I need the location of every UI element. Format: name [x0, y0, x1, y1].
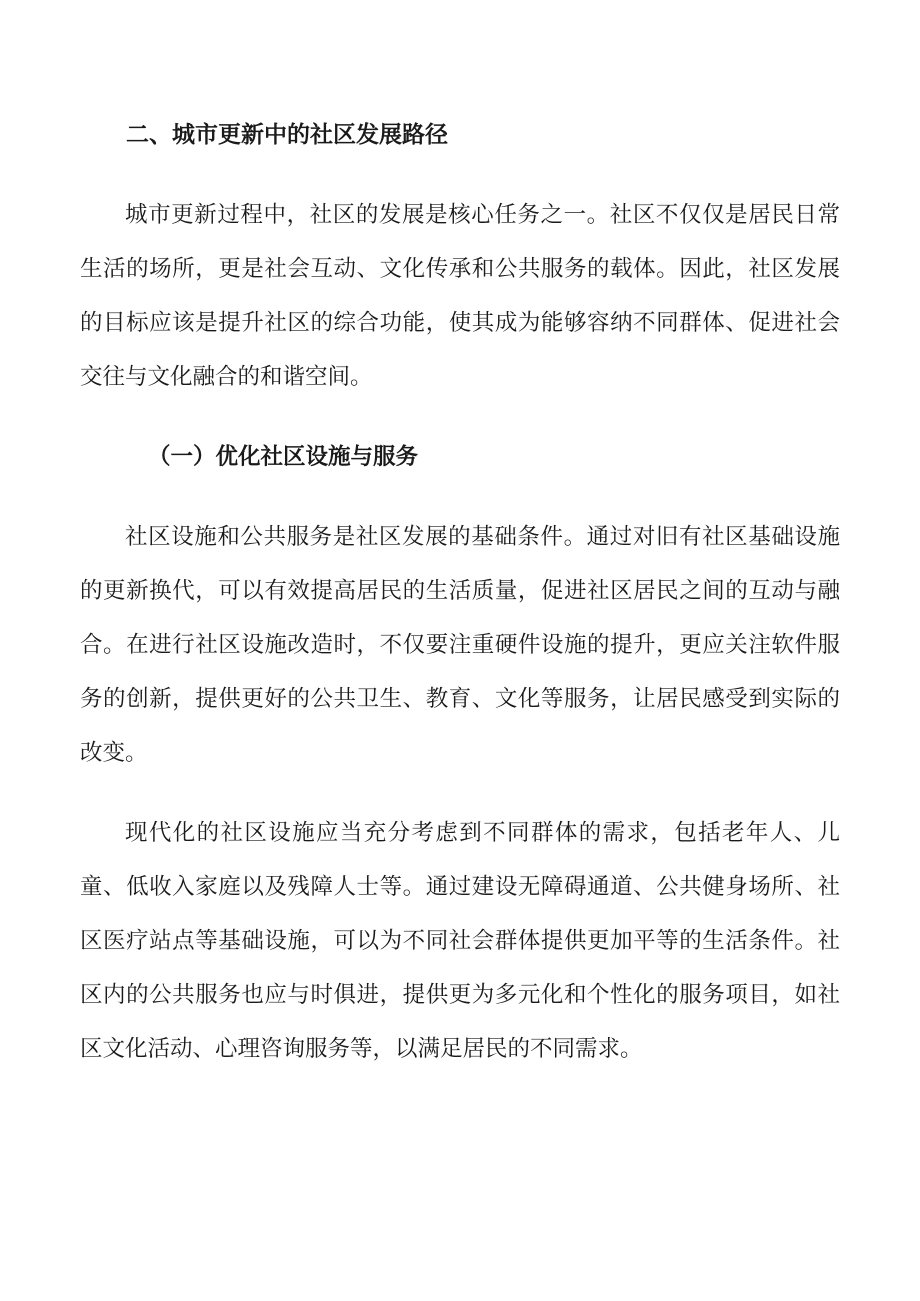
section-heading: 二、城市更新中的社区发展路径	[126, 121, 448, 148]
body-paragraph-1: 社区设施和公共服务是社区发展的基础条件。通过对旧有社区基础设施的更新换代，可以有效提高居民的生活质量，促进社区居民之间的互动与融合。在进行社区设施改造时，不仅要注重硬件设施的提升，更应关注软件服务的创新，提供更好的公共卫生、教育、文化等服务，让居民感受到实际的改变。	[80, 524, 840, 766]
document-page	[80, 108, 840, 1102]
body-paragraph-2: 现代化的社区设施应当充分考虑到不同群体的需求，包括老年人、儿童、低收入家庭以及残障人士等。通过建设无障碍通道、公共健身场所、社区医疗站点等基础设施，可以为不同社会群体提供更加平等的生活条件。社区内的公共服务也应与时俱进，提供更为多元化和个性化的服务项目，如社区文化活动、心理咨询服务等，以满足居民的不同需求。	[80, 820, 840, 1062]
intro-paragraph: 城市更新过程中，社区的发展是核心任务之一。社区不仅仅是居民日常生活的场所，更是社会互动、文化传承和公共服务的载体。因此，社区发展的目标应该是提升社区的综合功能，使其成为能够容纳不同群体、促进社会交往与文化融合的和谐空间。	[80, 202, 840, 390]
subsection-heading: （一）优化社区设施与服务	[148, 444, 419, 470]
